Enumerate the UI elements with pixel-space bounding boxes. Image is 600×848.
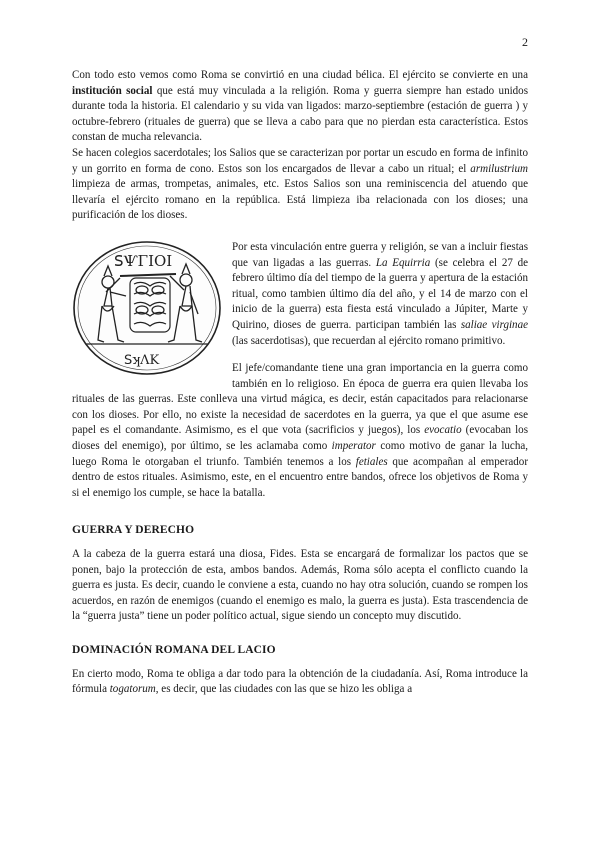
- page-number: 2: [522, 35, 528, 49]
- salii-engraving-figure: [72, 240, 222, 377]
- paragraph-5: A la cabeza de la guerra estará una diosa, Fides. Esta se encargará de formalizar los pactos que se ponen, bajo la protección de esta, ambos bandos. Además, Roma sólo acepta el conflicto cuando la guerra es justa. Es decir, cuando le conviene a esta, cuando no hay otra solución, cuando se rompen los acuerdos, en razón de enemigos (cuando el enemigo es malo, la guerra es justa). Esta trascendencia de la “guerra justa” tiene un poder político actual, sigue siendo un concepto muy discutido.: [72, 548, 528, 623]
- emphasis-institucion-social: institución social: [72, 84, 153, 97]
- term-la-equirria: La Equirria: [375, 256, 431, 269]
- paragraph-1: Con todo esto vemos como Roma se convirtió en una ciudad bélica. El ejército se convierte en una institución social que está muy vinculada a la religión. Roma y guerra siempre han estado unidos durante toda la historia. El calendario y su vida van ligados: marzo-septiembre (estación de guerra ) y octubre-febrero (rituales de guerra) que se lleva a cabo para que no pierdan esta característica. Estos constan de mucha relevancia.: [72, 69, 529, 144]
- paragraph-6: En cierto modo, Roma te obliga a dar todo para la obtención de la ciudadanía. Así, Roma introduce la fórmula togatorum, es decir, que las ciudades con las que se hizo les obliga a: [72, 667, 528, 696]
- inscription-top: ꓢѰΓΙΟΙ: [114, 251, 173, 270]
- term-evocatio: evocatio: [424, 424, 462, 437]
- document-body: [72, 68, 528, 698]
- section-heading-guerra-y-derecho: GUERRA Y DERECHO: [72, 524, 195, 537]
- salii-engraving-image: [72, 240, 222, 377]
- paragraph-2: Se hacen colegios sacerdotales; los Salios que se caracterizan por portar un escudo en forma de infinito y un gorrito en forma de cono. Estos son los encargados de llevar a cabo un ritual; el armilustrium limpieza de armas, trompetas, animales, etc. Estos Salios son una reminiscencia del atuendo que llevaría el ejército romano en la república. Está limpieza iba relacionada con los dioses; una purificación de los dioses.: [72, 146, 528, 222]
- term-armilustrium: armilustrium: [470, 162, 528, 175]
- inscription-bottom: ꓢʞΛΚ: [124, 352, 160, 368]
- section-heading-dominacion-romana: DOMINACIÓN ROMANA DEL LACIO: [72, 644, 276, 656]
- paragraph-4: El jefe/comandante tiene una gran importancia en la guerra como también en lo religioso. En época de guerra era quien llevaba los rituales de las guerras. Este conlleva una virtud mágica, es decir, están capacitados para relacionarse con los dioses. Por ello, no existe la necesidad de sacerdotes en la guerra, ya que el que asume ese papel es el comandante. Asimismo, es el que vota (sacrificios y juegos), los evocatio (evocaban los dioses del enemigo), por último, se les aclamaba como imperator como motivo de ganar la lucha, luego Roma le otorgaban el triunfo. También tenemos a los fetiales que acompañan al emperador dentro de estos rituales. Asimismo, este, en el encuentro entre bandos, ofrece los objetivos de Roma y si el enemigo los cumple, se hace la batalla.: [72, 362, 529, 499]
- paragraph-3: Por esta vinculación entre guerra y religión, se van a incluir fiestas que van ligadas a las guerras. La Equirria (se celebra el 27 de febrero último día del tiempo de la guerra y apertura de la estación ritual, como tambien último día del año, y el 14 de marzo con el inicio de la guerra) esta fiesta está vinculado a Júpiter, Marte y Quirino, dioses de guerra. participan también las saliae virginae (las sacerdotisas), que recuerdan al ejército romano primitivo.: [232, 240, 528, 347]
- term-imperator: imperator: [331, 440, 376, 453]
- term-fetiales: fetiales: [355, 455, 388, 468]
- term-saliae-virginae: saliae virginae: [460, 318, 528, 331]
- term-togatorum: togatorum: [109, 683, 156, 696]
